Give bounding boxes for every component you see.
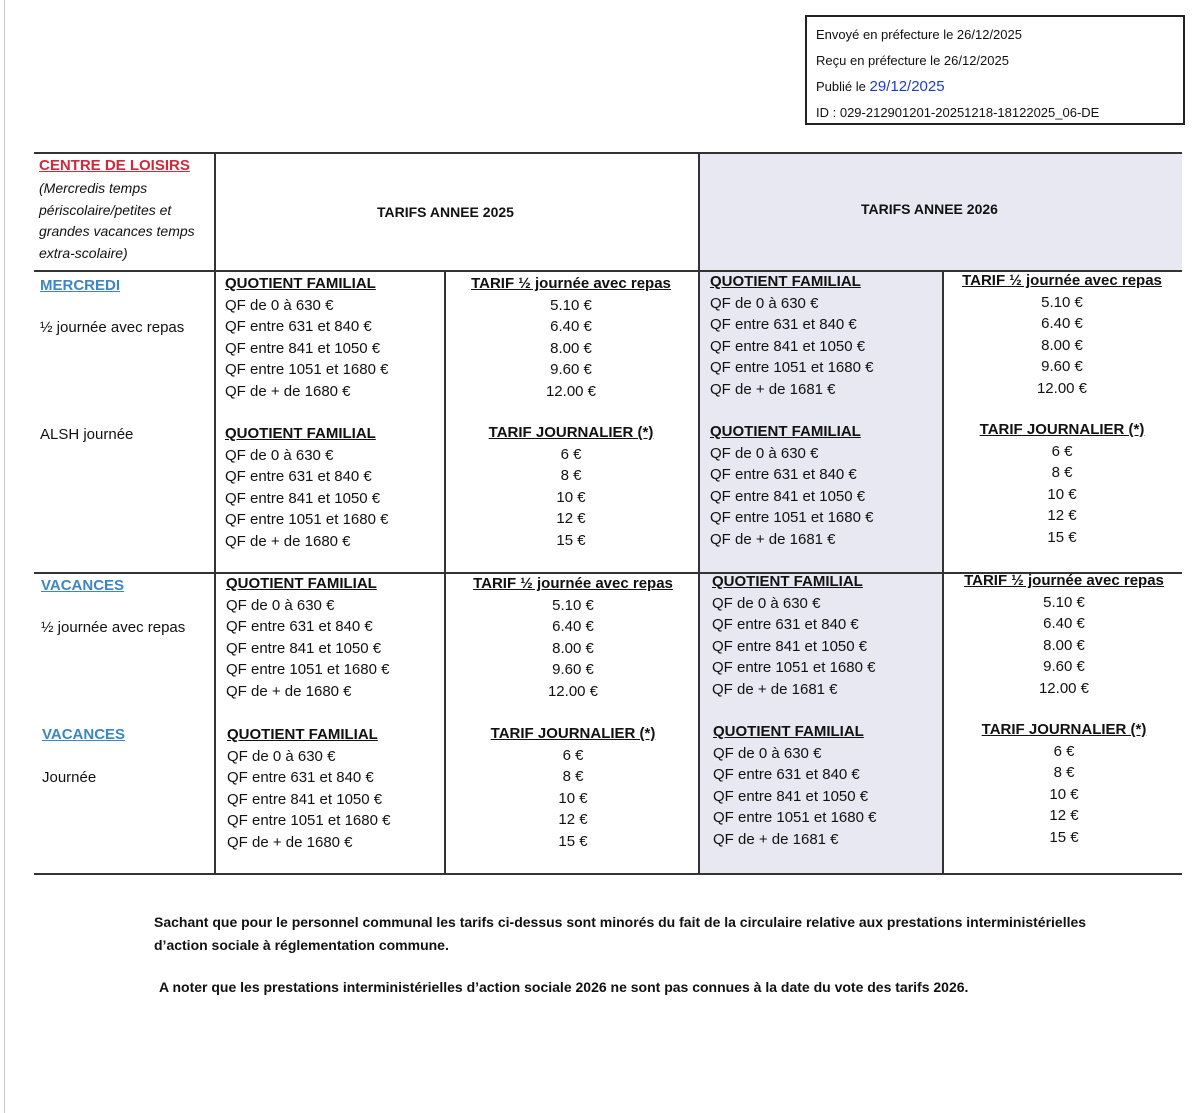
tarif-2025-mercredi-demi bbox=[446, 273, 696, 402]
qf-row: QF de 0 à 630 € bbox=[710, 444, 819, 462]
qf-row: QF de 0 à 630 € bbox=[713, 744, 822, 762]
tarifs-2026-heading: TARIFS ANNEE 2026 bbox=[861, 201, 998, 217]
qf-header: QUOTIENT FAMILIAL bbox=[712, 573, 863, 590]
qf-row: QF entre 841 et 1050 € bbox=[225, 339, 381, 357]
tarif-value: 10 € bbox=[556, 488, 586, 506]
tarif-2025-vacances-demi bbox=[448, 573, 698, 702]
line-v3 bbox=[698, 152, 700, 873]
qf-row: QF entre 1051 et 1680 € bbox=[225, 361, 389, 378]
tarifs-2025-heading: TARIFS ANNEE 2025 bbox=[377, 204, 514, 220]
tarif-value: 15 € bbox=[558, 832, 588, 850]
tarif-value: 8 € bbox=[1053, 764, 1075, 781]
qf-row: QF entre 631 et 840 € bbox=[227, 769, 374, 786]
tarif-value: 12 € bbox=[1049, 807, 1079, 824]
qf-header: QUOTIENT FAMILIAL bbox=[226, 575, 377, 592]
qf-row: QF de + de 1680 € bbox=[226, 682, 352, 700]
centre-desc: (Mercredis temps périscolaire/petites et grandes vacances temps extra-scolaire) bbox=[39, 180, 195, 261]
stamp-recu: Reçu en préfecture le 26/12/2025 bbox=[816, 53, 1009, 68]
prefecture-stamp bbox=[805, 15, 1185, 125]
tarif-value: 8.00 € bbox=[1043, 636, 1085, 654]
line-top bbox=[34, 152, 1182, 154]
tarif-2026-vacances-jour bbox=[946, 719, 1182, 848]
tarif-value: 8.00 € bbox=[1041, 336, 1083, 354]
tarif-header: TARIF ½ journée avec repas bbox=[471, 275, 671, 292]
tarif-value: 6.40 € bbox=[1043, 615, 1085, 632]
qf-row: QF entre 841 et 1050 € bbox=[710, 337, 866, 355]
tarif-2026-vacances-demi bbox=[946, 570, 1182, 699]
qf-row: QF entre 841 et 1050 € bbox=[710, 487, 866, 505]
tarif-header: TARIF JOURNALIER (*) bbox=[488, 424, 654, 441]
page-edge bbox=[4, 0, 5, 1113]
qf-row: QF de 0 à 630 € bbox=[225, 446, 334, 464]
qf-2026-vacances-jour bbox=[713, 721, 876, 850]
tarif-value: 5.10 € bbox=[1043, 593, 1085, 611]
qf-row: QF entre 841 et 1050 € bbox=[226, 639, 382, 657]
label-journee: Journée bbox=[42, 769, 97, 786]
tarif-value: 10 € bbox=[1047, 485, 1077, 503]
qf-row: QF entre 1051 et 1680 € bbox=[710, 359, 874, 376]
stamp-envoye: Envoyé en préfecture le 26/12/2025 bbox=[816, 27, 1022, 42]
qf-2025-mercredi-demi bbox=[225, 273, 388, 402]
centre-label: CENTRE DE LOISIRS bbox=[39, 157, 190, 174]
line-v1 bbox=[214, 152, 216, 873]
qf-header: QUOTIENT FAMILIAL bbox=[225, 425, 376, 442]
qf-header: QUOTIENT FAMILIAL bbox=[713, 723, 864, 740]
tarif-value: 12.00 € bbox=[1038, 679, 1090, 697]
tarif-2025-vacances-jour bbox=[448, 723, 698, 852]
note-personnel: Sachant que pour le personnel communal les tarifs ci-dessus sont minorés du fait de la circulaire relative aux prestations interministérielles d’action sociale à réglementation commune. bbox=[154, 914, 1087, 953]
tarif-value: 8.00 € bbox=[550, 339, 592, 357]
tarif-value: 8.00 € bbox=[552, 639, 594, 657]
qf-row: QF entre 1051 et 1680 € bbox=[226, 661, 390, 678]
tarif-value: 9.60 € bbox=[552, 661, 594, 678]
tarif-value: 12 € bbox=[556, 510, 586, 527]
qf-row: QF entre 1051 et 1680 € bbox=[712, 659, 876, 676]
stamp-publie-prefix: Publié le bbox=[816, 79, 866, 94]
tarif-value: 8 € bbox=[560, 467, 582, 484]
qf-row: QF entre 1051 et 1680 € bbox=[713, 809, 877, 826]
qf-row: QF entre 1051 et 1680 € bbox=[710, 509, 874, 526]
tarif-value: 6 € bbox=[562, 746, 584, 764]
label-alsh: ALSH journée bbox=[40, 426, 134, 443]
qf-row: QF entre 631 et 840 € bbox=[713, 766, 860, 783]
qf-2025-alsh bbox=[225, 423, 388, 552]
tarif-header: TARIF JOURNALIER (*) bbox=[490, 725, 656, 742]
label-mercredi-demi: ½ journée avec repas bbox=[40, 319, 185, 336]
stamp-publie-date: 29/12/2025 bbox=[869, 78, 945, 95]
tarif-value: 9.60 € bbox=[550, 361, 592, 378]
qf-row: QF entre 631 et 840 € bbox=[710, 316, 857, 333]
qf-2026-vacances-demi bbox=[712, 571, 875, 700]
tarif-value: 12.00 € bbox=[547, 682, 599, 700]
tarif-value: 6 € bbox=[560, 445, 582, 463]
tarif-value: 6 € bbox=[1053, 742, 1075, 760]
qf-header: QUOTIENT FAMILIAL bbox=[225, 275, 376, 292]
qf-row: QF de 0 à 630 € bbox=[226, 596, 335, 614]
tarif-value: 12 € bbox=[558, 811, 588, 828]
tarif-value: 6 € bbox=[1051, 442, 1073, 460]
tarif-value: 6.40 € bbox=[1041, 315, 1083, 332]
tarif-value: 15 € bbox=[1049, 828, 1079, 846]
tariff-table bbox=[34, 152, 1182, 876]
qf-2026-alsh bbox=[710, 421, 873, 550]
qf-row: QF entre 631 et 840 € bbox=[710, 466, 857, 483]
tarif-value: 12.00 € bbox=[1036, 379, 1088, 397]
tarif-value: 6.40 € bbox=[550, 318, 592, 335]
qf-row: QF entre 1051 et 1680 € bbox=[225, 511, 389, 528]
qf-2025-vacances-demi bbox=[226, 573, 389, 702]
tarif-value: 10 € bbox=[558, 789, 588, 807]
tarif-value: 10 € bbox=[1049, 785, 1079, 803]
note-prestations: A noter que les prestations interministérielles d’action sociale 2026 ne sont pas connues à la date du vote des tarifs 2026. bbox=[159, 979, 969, 995]
qf-row: QF de + de 1680 € bbox=[225, 382, 351, 400]
tarif-value: 5.10 € bbox=[552, 596, 594, 614]
tarif-header: TARIF ½ journée avec repas bbox=[962, 272, 1162, 289]
stamp-id: ID : 029-212901201-20251218-18122025_06-DE bbox=[816, 105, 1100, 120]
label-vacances-demi: ½ journée avec repas bbox=[41, 619, 186, 636]
qf-row: QF de 0 à 630 € bbox=[225, 296, 334, 314]
qf-row: QF de 0 à 630 € bbox=[712, 594, 821, 612]
tarif-2026-alsh bbox=[944, 419, 1180, 548]
qf-row: QF entre 841 et 1050 € bbox=[713, 787, 869, 805]
tarif-value: 12 € bbox=[1047, 507, 1077, 524]
qf-row: QF entre 631 et 840 € bbox=[225, 318, 372, 335]
qf-header: QUOTIENT FAMILIAL bbox=[710, 423, 861, 440]
qf-row: QF entre 631 et 840 € bbox=[712, 616, 859, 633]
qf-row: QF de + de 1680 € bbox=[227, 833, 353, 851]
label-mercredi: MERCREDI bbox=[40, 277, 121, 294]
tarif-value: 6.40 € bbox=[552, 618, 594, 635]
tarif-value: 9.60 € bbox=[1043, 658, 1085, 675]
line-bottom bbox=[34, 873, 1182, 875]
tarif-value: 15 € bbox=[556, 531, 586, 549]
qf-row: QF entre 841 et 1050 € bbox=[225, 489, 381, 507]
tarif-header: TARIF ½ journée avec repas bbox=[473, 575, 673, 592]
tarif-2026-mercredi-demi bbox=[944, 270, 1180, 399]
qf-2025-vacances-jour bbox=[227, 724, 390, 853]
tarif-header: TARIF JOURNALIER (*) bbox=[979, 421, 1145, 438]
qf-row: QF de 0 à 630 € bbox=[227, 747, 336, 765]
qf-row: QF de + de 1680 € bbox=[225, 532, 351, 550]
qf-row: QF entre 841 et 1050 € bbox=[712, 637, 868, 655]
qf-row: QF de + de 1681 € bbox=[710, 530, 836, 548]
qf-row: QF de + de 1681 € bbox=[710, 380, 836, 398]
stamp-publie bbox=[816, 77, 1183, 103]
qf-row: QF entre 1051 et 1680 € bbox=[227, 812, 391, 829]
qf-row: QF entre 841 et 1050 € bbox=[227, 790, 383, 808]
tarif-2025-alsh bbox=[446, 422, 696, 551]
tarif-value: 8 € bbox=[562, 768, 584, 785]
qf-header: QUOTIENT FAMILIAL bbox=[710, 273, 861, 290]
tarif-header: TARIF JOURNALIER (*) bbox=[981, 721, 1147, 738]
tarif-value: 5.10 € bbox=[1041, 293, 1083, 311]
tarif-value: 5.10 € bbox=[550, 296, 592, 314]
qf-row: QF de + de 1681 € bbox=[713, 830, 839, 848]
tarif-value: 15 € bbox=[1047, 528, 1077, 546]
tarif-value: 9.60 € bbox=[1041, 358, 1083, 375]
qf-header: QUOTIENT FAMILIAL bbox=[227, 726, 378, 743]
qf-row: QF entre 631 et 840 € bbox=[226, 618, 373, 635]
label-vacances-2: VACANCES bbox=[42, 726, 126, 743]
tarif-value: 12.00 € bbox=[545, 382, 597, 400]
qf-row: QF de + de 1681 € bbox=[712, 680, 838, 698]
qf-2026-mercredi-demi bbox=[710, 271, 873, 400]
tarif-value: 8 € bbox=[1051, 464, 1073, 481]
label-vacances-1: VACANCES bbox=[41, 577, 125, 594]
qf-row: QF entre 631 et 840 € bbox=[225, 468, 372, 485]
tarif-header: TARIF ½ journée avec repas bbox=[964, 572, 1164, 589]
qf-row: QF de 0 à 630 € bbox=[710, 294, 819, 312]
